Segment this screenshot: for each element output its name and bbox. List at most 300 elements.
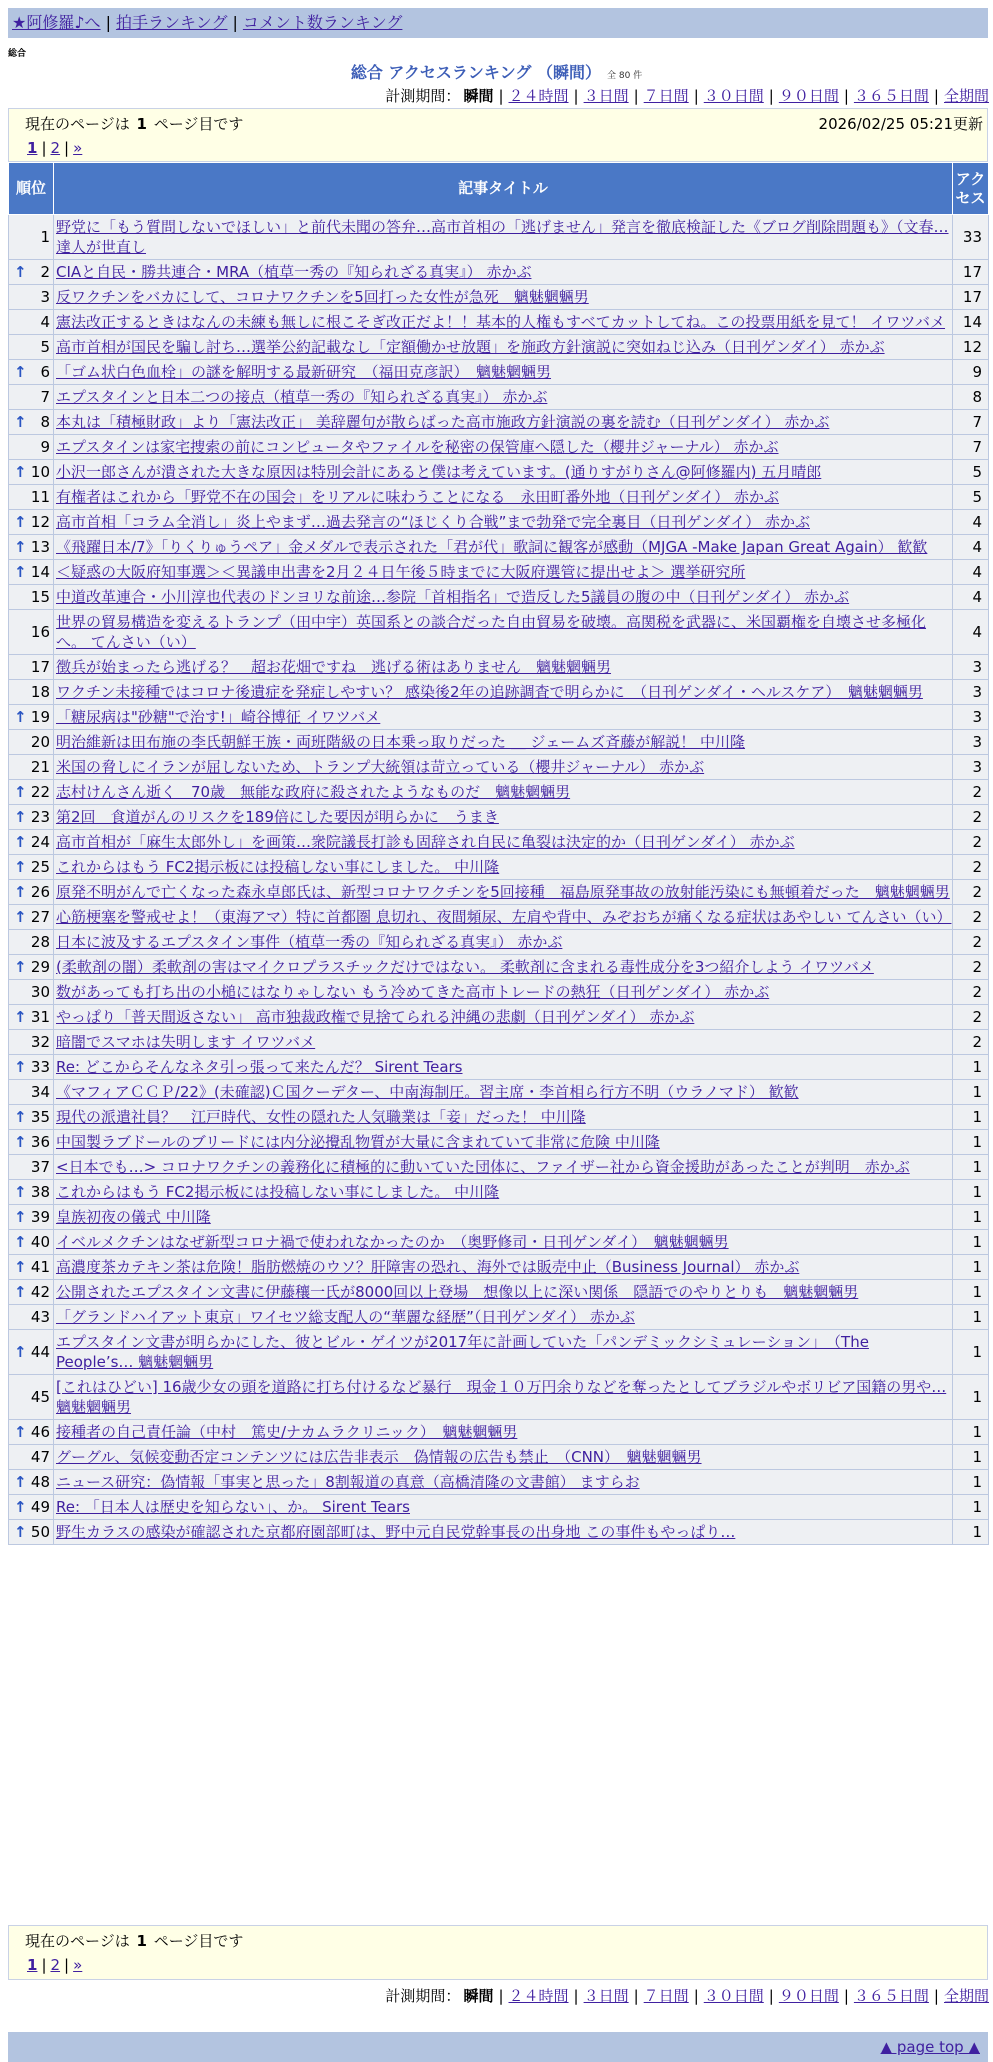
rank-cell	[9, 385, 54, 410]
pager-bottom	[8, 1925, 988, 1980]
rank-up-arrow-icon: ↑	[14, 513, 27, 531]
access-count: 2	[953, 955, 989, 980]
access-count: 12	[953, 335, 989, 360]
article-title-link[interactable]: エプスタインは家宅捜索の前にコンピュータやファイルを秘密の保管庫へ隠した（櫻井ジャーナル） 赤かぶ	[56, 438, 779, 456]
rank-number: 40	[30, 1233, 50, 1251]
title-cell	[54, 585, 953, 610]
table-row	[9, 260, 989, 285]
article-title-link[interactable]: [これはひどい] 16歳少女の頭を道路に打ち付けるなど暴行 現金１０万円余りなどを奪ったとしてブラジルやボリビア国籍の男や… 魑魅魍魎男	[56, 1378, 947, 1416]
article-title-link[interactable]: エプスタインと日本二つの接点（植草一秀の『知られざる真実』） 赤かぶ	[56, 388, 548, 406]
rank-number: 2	[40, 263, 50, 281]
table-row	[9, 610, 989, 655]
access-count: 1	[953, 1495, 989, 1520]
table-row	[9, 1305, 989, 1330]
article-title-link[interactable]: 中道改革連合・小川淳也代表のドンヨリな前途…参院「首相指名」で造反した5議員の腹の中（日刊ゲンダイ） 赤かぶ	[56, 588, 850, 606]
article-title-link[interactable]: 世界の貿易構造を変えるトランプ（田中宇）英国系との談合だった自由貿易を破壊。高関税を武器に、米国覇権を自壊させ多極化へ。 てんさい（い）	[56, 613, 927, 651]
rank-number: 44	[30, 1343, 50, 1361]
table-row	[9, 680, 989, 705]
rank-up-arrow-icon: ↑	[14, 1498, 27, 1516]
title-cell	[54, 1495, 953, 1520]
article-title-link[interactable]: 反ワクチンをバカにして、コロナワクチンを5回打った女性が急死 魑魅魍魎男	[56, 288, 589, 306]
article-title-link[interactable]: 高市首相が国民を騙し討ち…選挙公約記載なし「定額働かせ放題」を施政方針演説に突如ねじ込み（日刊ゲンダイ） 赤かぶ	[56, 338, 885, 356]
ranking-title-text: 総合 アクセスランキング （瞬間）	[350, 63, 601, 82]
table-row	[9, 1470, 989, 1495]
article-title-link[interactable]: 《マフィアＣＣＰ/22》(未確認)Ｃ国クーデター、中南海制圧。習主席・李首相ら行方不明（ウラノマド） 歓歓	[56, 1083, 799, 1101]
period-link-30d[interactable]: ３０日間	[703, 1987, 764, 2005]
rank-up-arrow-icon: ↑	[14, 708, 27, 726]
title-cell	[54, 460, 953, 485]
access-count: 33	[953, 215, 989, 260]
comment-ranking-link[interactable]: コメント数ランキング	[242, 13, 403, 32]
period-link-24h[interactable]: ２４時間	[508, 1987, 569, 2005]
rank-number: 21	[30, 758, 50, 776]
home-link[interactable]: ★阿修羅♪へ	[12, 13, 101, 32]
period-link-90d[interactable]: ９０日間	[778, 87, 839, 105]
rank-cell	[9, 1130, 54, 1155]
rank-number: 50	[30, 1523, 50, 1541]
title-cell	[54, 805, 953, 830]
title-cell	[54, 705, 953, 730]
rank-number: 29	[30, 958, 50, 976]
title-cell	[54, 680, 953, 705]
rank-cell	[9, 485, 54, 510]
title-cell	[54, 335, 953, 360]
access-count: 1	[953, 1470, 989, 1495]
access-count: 9	[953, 360, 989, 385]
article-title-link[interactable]: 「ゴム状白色血栓」の謎を解明する最新研究 （福田克彦訳） 魑魅魍魎男	[56, 363, 552, 381]
title-cell	[54, 360, 953, 385]
access-count: 3	[953, 730, 989, 755]
article-title-link[interactable]: 原発不明がんで亡くなった森永卓郎氏は、新型コロナワクチンを5回接種 福島原発事故の放射能汚染にも無頓着だった 魑魅魍魎男	[56, 883, 950, 901]
access-count: 4	[953, 535, 989, 560]
title-cell	[54, 1230, 953, 1255]
access-count: 3	[953, 655, 989, 680]
rank-number: 6	[40, 363, 50, 381]
rank-cell	[9, 680, 54, 705]
rank-number: 12	[30, 513, 50, 531]
rank-number: 14	[30, 563, 50, 581]
table-row	[9, 880, 989, 905]
title-cell	[54, 1375, 953, 1420]
rank-cell	[9, 215, 54, 260]
period-link-3d[interactable]: ３日間	[583, 1987, 629, 2005]
rank-cell	[9, 930, 54, 955]
table-row	[9, 1495, 989, 1520]
article-title-link[interactable]: 高濃度茶カテキン茶は危険！脂肪燃焼のウソ？肝障害の恐れ、海外では販売中止（Business Journal） 赤かぶ	[56, 1258, 800, 1276]
rank-up-arrow-icon: ↑	[14, 1233, 27, 1251]
rank-number: 24	[30, 833, 50, 851]
rank-number: 43	[30, 1308, 50, 1326]
access-count: 8	[953, 385, 989, 410]
table-row	[9, 655, 989, 680]
access-count: 2	[953, 855, 989, 880]
rank-up-arrow-icon: ↑	[14, 1258, 27, 1276]
article-title-link[interactable]: 暗闇でスマホは失明します イワツバメ	[56, 1033, 316, 1051]
ranking-title	[0, 60, 993, 83]
rank-number: 7	[40, 388, 50, 406]
period-link-30d[interactable]: ３０日間	[703, 87, 764, 105]
rank-cell	[9, 260, 54, 285]
article-title-link[interactable]: 中国製ラブドールのブリードには内分泌攪乱物質が大量に含まれていて非常に危険 中川隆	[56, 1133, 660, 1151]
rank-number: 42	[30, 1283, 50, 1301]
article-title-link[interactable]: 数があっても打ち出の小槌にはなりゃしない もう冷めてきた高市トレードの熱狂（日刊ゲンダイ） 赤かぶ	[56, 983, 770, 1001]
title-cell	[54, 1080, 953, 1105]
access-count: 3	[953, 680, 989, 705]
rank-number: 46	[30, 1423, 50, 1441]
rank-cell	[9, 1005, 54, 1030]
table-row	[9, 980, 989, 1005]
page-link-1[interactable]: 1	[27, 139, 38, 157]
title-cell	[54, 855, 953, 880]
page-link-1[interactable]: 1	[27, 1956, 38, 1974]
title-cell	[54, 485, 953, 510]
table-row	[9, 1230, 989, 1255]
rank-number: 8	[40, 413, 50, 431]
rank-cell	[9, 335, 54, 360]
article-title-link[interactable]: 「糖尿病は"砂糖"で治す!」崎谷博征 イワツバメ	[56, 708, 381, 726]
access-count: 7	[953, 435, 989, 460]
rank-up-arrow-icon: ↑	[14, 1058, 27, 1076]
rank-number: 20	[30, 733, 50, 751]
rank-up-arrow-icon: ↑	[14, 463, 27, 481]
access-count: 4	[953, 560, 989, 585]
rank-up-arrow-icon: ↑	[14, 1473, 27, 1491]
rank-number: 36	[30, 1133, 50, 1151]
rank-number: 37	[30, 1158, 50, 1176]
period-link-7d[interactable]: ７日間	[643, 87, 689, 105]
rank-number: 25	[30, 858, 50, 876]
article-title-link[interactable]: 憲法改正するときはなんの未練も無しに根こそぎ改正だよ！！基本的人権もすべてカットしてね。この投票用紙を見て！ イワツバメ	[56, 313, 946, 331]
article-title-link[interactable]: <日本でも…> コロナワクチンの義務化に積極的に動いていた団体に、ファイザー社から資金援助があったことが判明 赤かぶ	[56, 1158, 910, 1176]
article-title-link[interactable]: 小沢一郎さんが潰された大きな原因は特別会計にあると僕は考えています。(通りすがりさん@阿修羅内) 五月晴郎	[56, 463, 822, 481]
rank-number: 10	[30, 463, 50, 481]
rank-cell	[9, 610, 54, 655]
period-link-24h[interactable]: ２４時間	[508, 87, 569, 105]
rank-number: 35	[30, 1108, 50, 1126]
rank-up-arrow-icon: ↑	[14, 1423, 27, 1441]
article-title-link[interactable]: 《飛躍日本/7》「りくりゅうペア」金メダルで表示された「君が代」歌詞に観客が感動（MJGA -Make Japan Great Again） 歓歓	[56, 538, 928, 556]
rank-up-arrow-icon: ↑	[14, 1283, 27, 1301]
table-row	[9, 285, 989, 310]
access-count: 2	[953, 1030, 989, 1055]
table-row	[9, 755, 989, 780]
title-cell	[54, 905, 953, 930]
article-title-link[interactable]: 日本に波及するエプスタイン事件（植草一秀の『知られざる真実』） 赤かぶ	[56, 933, 563, 951]
table-row	[9, 215, 989, 260]
article-title-link[interactable]: 心筋梗塞を警戒せよ！（東海アマ）特に首都圏 息切れ、夜間頻尿、左肩や背中、みぞおちが痛くなる症状はあやしい てんさい（い）	[56, 908, 952, 926]
table-row	[9, 1330, 989, 1375]
rank-cell	[9, 905, 54, 930]
rank-cell	[9, 1305, 54, 1330]
nav-separator: |	[232, 13, 238, 32]
article-title-link[interactable]: イベルメクチンはなぜ新型コロナ禍で使われなかったのか （奥野修司・日刊ゲンダイ） 魑魅魍魎男	[56, 1233, 729, 1251]
title-cell	[54, 560, 953, 585]
rank-cell	[9, 435, 54, 460]
article-title-link[interactable]: 米国の脅しにイランが屈しないため、トランプ大統領は苛立っている（櫻井ジャーナル） 赤かぶ	[56, 758, 705, 776]
table-row	[9, 560, 989, 585]
rank-cell	[9, 830, 54, 855]
title-cell	[54, 285, 953, 310]
rank-cell	[9, 1205, 54, 1230]
title-cell	[54, 510, 953, 535]
title-cell	[54, 1005, 953, 1030]
table-row	[9, 1180, 989, 1205]
table-row	[9, 730, 989, 755]
title-cell	[54, 955, 953, 980]
article-title-link[interactable]: 有権者はこれから「野党不在の国会」をリアルに味わうことになる 永田町番外地（日刊ゲンダイ） 赤かぶ	[56, 488, 779, 506]
article-title-link[interactable]: 明治維新は田布施の李氏朝鮮王族・両班階級の日本乗っ取りだった ＿ ジェームズ斉藤が解説！ 中川隆	[56, 733, 746, 751]
title-cell	[54, 1420, 953, 1445]
period-link-365d[interactable]: ３６５日間	[853, 87, 929, 105]
rank-cell	[9, 1030, 54, 1055]
rank-cell	[9, 1445, 54, 1470]
page-link-2[interactable]: 2	[50, 1956, 61, 1974]
period-link-7d[interactable]: ７日間	[643, 1987, 689, 2005]
title-cell	[54, 1205, 953, 1230]
table-row	[9, 1375, 989, 1420]
rank-cell	[9, 1470, 54, 1495]
access-count: 1	[953, 1520, 989, 1545]
title-cell	[54, 1055, 953, 1080]
rank-number: 32	[30, 1033, 50, 1051]
rank-number: 26	[30, 883, 50, 901]
article-title-link[interactable]: やっぱり「普天間返さない」 高市独裁政権で見捨てられる沖縄の悲劇（日刊ゲンダイ） 赤かぶ	[56, 1008, 695, 1026]
title-cell	[54, 1130, 953, 1155]
page-top-link[interactable]: ▲ page top ▲	[880, 2038, 980, 2056]
rank-number: 4	[40, 313, 50, 331]
article-title-link[interactable]: これからはもう FC2掲示板には投稿しない事にしました。 中川隆	[56, 1183, 500, 1201]
access-count: 1	[953, 1080, 989, 1105]
rank-cell	[9, 855, 54, 880]
rank-cell	[9, 780, 54, 805]
article-title-link[interactable]: 志村けんさん逝く 70歳 無能な政府に殺されたようなものだ 魑魅魍魎男	[56, 783, 571, 801]
article-title-link[interactable]: 接種者の自己責任論（中村 篤史/ナカムラクリニック） 魑魅魍魎男	[56, 1423, 518, 1441]
rank-cell	[9, 585, 54, 610]
period-current: 瞬間	[463, 87, 494, 105]
rank-number: 15	[30, 588, 50, 606]
title-cell	[54, 780, 953, 805]
table-row	[9, 930, 989, 955]
article-title-link[interactable]: 徴兵が始まったら逃げる？ 超お花畑ですね 逃げる術はありません 魑魅魍魎男	[56, 658, 612, 676]
access-count: 2	[953, 930, 989, 955]
article-title-link[interactable]: (柔軟剤の闇）柔軟剤の害はマイクロプラスチックだけではない。 柔軟剤に含まれる毒性成分を3つ紹介しよう イワツバメ	[56, 958, 874, 976]
access-count: 4	[953, 585, 989, 610]
table-row	[9, 1420, 989, 1445]
rank-up-arrow-icon: ↑	[14, 858, 27, 876]
rank-cell	[9, 360, 54, 385]
table-row	[9, 780, 989, 805]
period-link-all[interactable]: 全期間	[943, 1987, 989, 2005]
article-title-link[interactable]: エプスタイン文書が明らかにした、彼とビル・ゲイツが2017年に計画していた「パンデミックシミュレーション」 （The People’s… 魑魅魍魎男	[56, 1333, 869, 1371]
rank-number: 31	[30, 1008, 50, 1026]
article-title-link[interactable]: 現代の派遣社員？ 江戸時代、女性の隠れた人気職業は「妾」だった！ 中川隆	[56, 1108, 586, 1126]
table-row	[9, 335, 989, 360]
header-title: 記事タイトル	[54, 163, 953, 215]
title-cell	[54, 260, 953, 285]
access-count: 17	[953, 285, 989, 310]
rank-number: 18	[30, 683, 50, 701]
category-label-small: 総合	[8, 49, 27, 59]
table-row	[9, 830, 989, 855]
article-title-link[interactable]: 野生カラスの感染が確認された京都府園部町は、野中元自民党幹事長の出身地 この事件もやっぱり…	[56, 1523, 736, 1541]
rank-cell	[9, 1280, 54, 1305]
article-title-link[interactable]: Re: 「日本人は歴史を知らない」、か。 Sirent Tears	[56, 1498, 410, 1516]
rank-cell	[9, 460, 54, 485]
period-selector-bottom: 計測期間： 瞬間 | ２４時間 | ３日間 | ７日間 | ３０日間 | ９０日間 | ３６５日間 | 全期間	[385, 1987, 989, 2005]
period-link-90d[interactable]: ９０日間	[778, 1987, 839, 2005]
access-count: 1	[953, 1305, 989, 1330]
rank-up-arrow-icon: ↑	[14, 363, 27, 381]
rank-number: 3	[40, 288, 50, 306]
rank-cell	[9, 1495, 54, 1520]
access-count: 1	[953, 1375, 989, 1420]
title-cell	[54, 1155, 953, 1180]
title-cell	[54, 755, 953, 780]
rank-number: 33	[30, 1058, 50, 1076]
rank-number: 5	[40, 338, 50, 356]
rank-number: 13	[30, 538, 50, 556]
rank-number: 28	[30, 933, 50, 951]
article-title-link[interactable]: これからはもう FC2掲示板には投稿しない事にしました。 中川隆	[56, 858, 500, 876]
rank-cell	[9, 535, 54, 560]
article-title-link[interactable]: 野党に「もう質問しないでほしい」と前代未聞の答弁…高市首相の「逃げません」発言を徹底検証した《ブログ削除問題も》（文春… 達人が世直し	[56, 218, 949, 256]
rank-up-arrow-icon: ↑	[14, 1133, 27, 1151]
table-row	[9, 1080, 989, 1105]
page-link-2[interactable]: 2	[50, 139, 61, 157]
article-title-link[interactable]: Re: どこからそんなネタ引っ張って来たんだ？ Sirent Tears	[56, 1058, 463, 1076]
table-row	[9, 1005, 989, 1030]
title-cell	[54, 410, 953, 435]
article-title-link[interactable]: CIAと自民・勝共連合・MRA（植草一秀の『知られざる真実』） 赤かぶ	[56, 263, 532, 281]
title-cell	[54, 1520, 953, 1545]
article-title-link[interactable]: 公開されたエプスタイン文書に伊藤穰一氏が8000回以上登場 想像以上に深い関係 隠語でのやりとりも 魑魅魍魎男	[56, 1283, 859, 1301]
rank-up-arrow-icon: ↑	[14, 1523, 27, 1541]
article-title-link[interactable]: グーグル、気候変動否定コンテンツには広告非表示 偽情報の広告も禁止 （CNN） 魑魅魍魎男	[56, 1448, 702, 1466]
table-row	[9, 1520, 989, 1545]
title-cell	[54, 1030, 953, 1055]
article-title-link[interactable]: 皇族初夜の儀式 中川隆	[56, 1208, 211, 1226]
rank-cell	[9, 310, 54, 335]
rank-cell	[9, 1155, 54, 1180]
table-row	[9, 585, 989, 610]
rank-number: 23	[30, 808, 50, 826]
table-row	[9, 1030, 989, 1055]
table-row	[9, 705, 989, 730]
title-cell	[54, 1470, 953, 1495]
period-link-all[interactable]: 全期間	[943, 87, 989, 105]
nav-separator: |	[105, 13, 111, 32]
article-title-link[interactable]: 本丸は「積極財政」より「憲法改正」 美辞麗句が散らばった高市施政方針演説の裏を読む（日刊ゲンダイ） 赤かぶ	[56, 413, 830, 431]
title-cell	[54, 1280, 953, 1305]
current-page-text: 現在のページは 1 ページ目です	[25, 1932, 244, 1950]
access-count: 3	[953, 705, 989, 730]
rank-number: 39	[30, 1208, 50, 1226]
table-row	[9, 510, 989, 535]
current-page-text: 現在のページは 1 ページ目です	[25, 115, 244, 133]
table-row	[9, 535, 989, 560]
rank-number: 11	[30, 488, 50, 506]
table-row	[9, 855, 989, 880]
access-count: 2	[953, 905, 989, 930]
title-cell	[54, 930, 953, 955]
access-count: 1	[953, 1330, 989, 1375]
rank-up-arrow-icon: ↑	[14, 1183, 27, 1201]
access-count: 1	[953, 1255, 989, 1280]
rank-number: 48	[30, 1473, 50, 1491]
article-title-link[interactable]: ニュース研究：偽情報「事実と思った」8割報道の真意（高橋清隆の文書館） ますらお	[56, 1473, 640, 1491]
pager-top	[8, 108, 988, 162]
header-rank: 順位	[9, 163, 54, 215]
access-count: 17	[953, 260, 989, 285]
access-count: 2	[953, 1005, 989, 1030]
rank-number: 34	[30, 1083, 50, 1101]
table-row	[9, 1445, 989, 1470]
access-count: 1	[953, 1180, 989, 1205]
top-nav-bar	[8, 8, 988, 38]
period-link-3d[interactable]: ３日間	[583, 87, 629, 105]
article-title-link[interactable]: 高市首相が「麻生太郎外し」を画策…衆院議長打診も固辞され自民に亀裂は決定的か（日刊ゲンダイ） 赤かぶ	[56, 833, 795, 851]
rank-number: 49	[30, 1498, 50, 1516]
rank-cell	[9, 1230, 54, 1255]
rank-cell	[9, 955, 54, 980]
table-row	[9, 1280, 989, 1305]
access-count: 4	[953, 610, 989, 655]
title-cell	[54, 535, 953, 560]
updated-timestamp: 2026/02/25 05:21更新	[818, 115, 983, 133]
table-row	[9, 1055, 989, 1080]
rank-up-arrow-icon: ↑	[14, 908, 27, 926]
article-title-link[interactable]: 高市首相「コラム全消し」炎上やまず…過去発言の“ほじくり合戦”まで勃発で完全裏目（日刊ゲンダイ） 赤かぶ	[56, 513, 810, 531]
rank-cell	[9, 1330, 54, 1375]
access-count: 1	[953, 1230, 989, 1255]
article-title-link[interactable]: ワクチン未接種ではコロナ後遺症を発症しやすい？ 感染後2年の追跡調査で明らかに （日刊ゲンダイ・ヘルスケア） 魑魅魍魎男	[56, 683, 923, 701]
rank-cell	[9, 1080, 54, 1105]
table-row	[9, 1155, 989, 1180]
rank-cell	[9, 1055, 54, 1080]
access-count: 2	[953, 830, 989, 855]
article-title-link[interactable]: 第2回 食道がんのリスクを189倍にした要因が明らかに うまき	[56, 808, 499, 826]
article-title-link[interactable]: 「グランドハイアット東京」ワイセツ総支配人の“華麗な経歴”（日刊ゲンダイ） 赤かぶ	[56, 1308, 635, 1326]
rank-up-arrow-icon: ↑	[14, 538, 27, 556]
access-count: 1	[953, 1205, 989, 1230]
access-count: 2	[953, 805, 989, 830]
article-title-link[interactable]: ＜疑惑の大阪府知事選＞＜異議申出書を2月２４日午後５時までに大阪府選管に提出せよ＞ 選挙研究所	[56, 563, 746, 581]
access-count: 1	[953, 1445, 989, 1470]
next-page-link[interactable]: »	[73, 139, 83, 157]
rank-number: 27	[30, 908, 50, 926]
rank-cell	[9, 1105, 54, 1130]
access-count: 2	[953, 780, 989, 805]
table-row	[9, 460, 989, 485]
rank-up-arrow-icon: ↑	[14, 883, 27, 901]
table-row	[9, 1255, 989, 1280]
table-row	[9, 1105, 989, 1130]
period-selector-top: 計測期間： 瞬間 | ２４時間 | ３日間 | ７日間 | ３０日間 | ９０日間 | ３６５日間 | 全期間	[385, 87, 989, 105]
access-count: 1	[953, 1420, 989, 1445]
rank-number: 45	[30, 1388, 50, 1406]
title-cell	[54, 880, 953, 905]
access-count: 7	[953, 410, 989, 435]
rank-up-arrow-icon: ↑	[14, 1108, 27, 1126]
rank-number: 1	[40, 228, 50, 246]
next-page-link[interactable]: »	[73, 1956, 83, 1974]
rank-number: 17	[30, 658, 50, 676]
title-cell	[54, 1330, 953, 1375]
applause-ranking-link[interactable]: 拍手ランキング	[115, 13, 228, 32]
period-link-365d[interactable]: ３６５日間	[853, 1987, 929, 2005]
title-cell	[54, 730, 953, 755]
rank-cell	[9, 285, 54, 310]
